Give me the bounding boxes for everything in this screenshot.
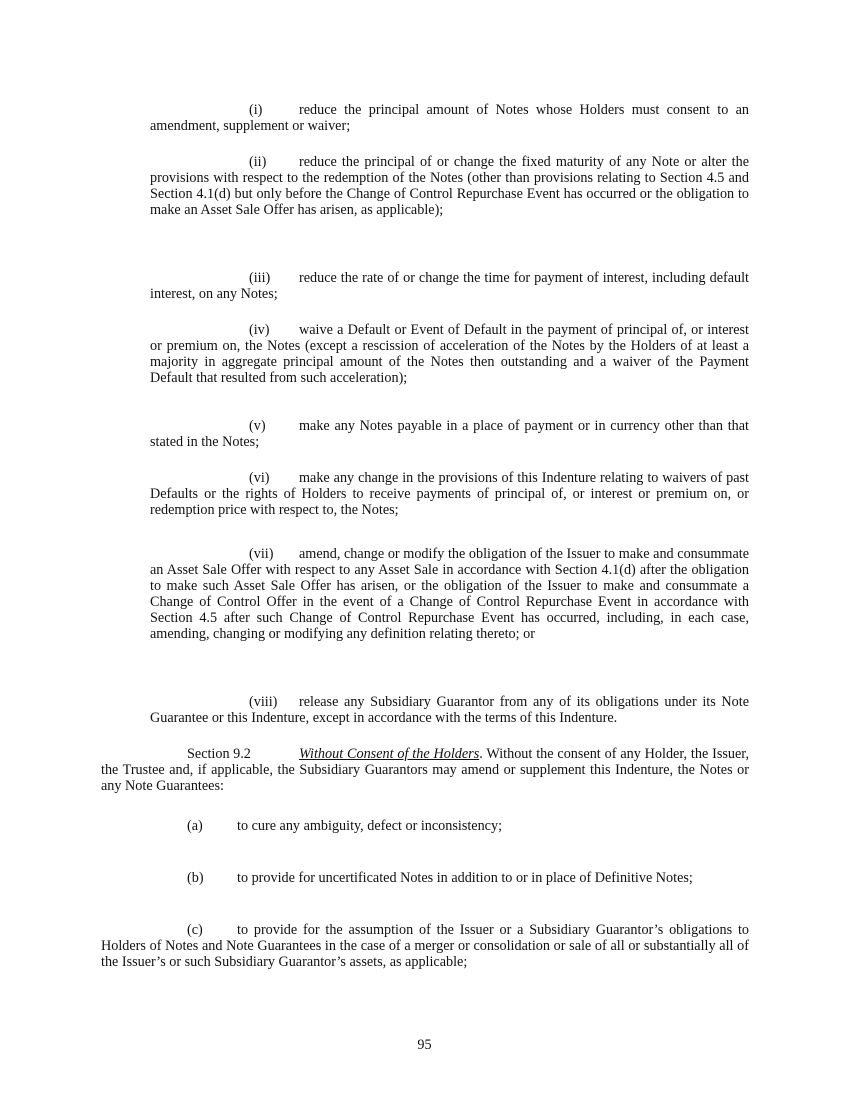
item-number: (v)	[249, 418, 266, 434]
clause-text: to provide for the assumption of the Issuer or a Subsidiary Guarantor’s obligations to Holders of Notes and Note Guarantees in the case of a merger or consolidation or sale of all or substantially all of the Issuer’s or such Subsidiary Guarantor’s assets, as applicable;	[101, 922, 749, 970]
list-item-iv	[150, 322, 749, 386]
section-9-2-paragraph	[101, 746, 749, 794]
clause-number: (c)	[187, 922, 203, 938]
item-text: make any Notes payable in a place of payment or in currency other than that stated in the Notes;	[150, 418, 749, 450]
page-number: 95	[417, 1037, 432, 1053]
clause-text: to cure any ambiguity, defect or inconsistency;	[237, 818, 503, 834]
item-text: amend, change or modify the obligation of the Issuer to make and consummate an Asset Sale Offer with respect to any Asset Sale in accordance with Section 4.1(d) after the obligation to make such Asset Sale Offer has arisen, or the obligation of the Issuer to make and consummate a Change of Control Offer in the event of a Change of Control Repurchase Event in accordance with Section 4.5 after such Change of Control Repurchase Event has occurred, including, in each case, amending, changing or modifying any definition relating thereto; or	[150, 546, 749, 642]
list-item-v	[150, 418, 749, 450]
clause-text: to provide for uncertificated Notes in addition to or in place of Definitive Notes;	[237, 870, 693, 886]
list-item-i	[150, 102, 749, 134]
item-text: make any change in the provisions of this Indenture relating to waivers of past Defaults or the rights of Holders to receive payments of principal of, or interest or premium on, or redemption price with respect to, the Notes;	[150, 470, 749, 518]
item-number: (ii)	[249, 154, 267, 170]
item-text: reduce the principal amount of Notes whose Holders must consent to an amendment, supplement or waiver;	[150, 102, 749, 134]
clause-c	[101, 922, 749, 970]
list-item-vii	[150, 546, 749, 642]
section-number: Section 9.2	[187, 746, 251, 762]
item-text: reduce the rate of or change the time for payment of interest, including default interest, on any Notes;	[150, 270, 749, 302]
clause-a	[101, 818, 749, 834]
item-number: (vi)	[249, 470, 270, 486]
list-item-iii	[150, 270, 749, 302]
list-item-vi	[150, 470, 749, 518]
item-number: (vii)	[249, 546, 274, 562]
item-number: (iii)	[249, 270, 271, 286]
list-item-viii	[150, 694, 749, 726]
clause-number: (a)	[187, 818, 203, 834]
item-number: (viii)	[249, 694, 278, 710]
item-number: (i)	[249, 102, 263, 118]
item-number: (iv)	[249, 322, 270, 338]
clause-number: (b)	[187, 870, 204, 886]
list-item-ii	[150, 154, 749, 218]
item-text: reduce the principal of or change the fixed maturity of any Note or alter the provisions with respect to the redemption of the Notes (other than provisions relating to Section 4.5 and Section 4.1(d) but only before the Change of Control Repurchase Event has occurred or the obligation to make an Asset Sale Offer has arisen, as applicable);	[150, 154, 749, 218]
section-text: . Without the consent of any Holder, the Issuer, the Trustee and, if applicable, the Subsidiary Guarantors may amend or supplement this Indenture, the Notes or any Note Guarantees:	[101, 746, 749, 794]
item-text: release any Subsidiary Guarantor from any of its obligations under its Note Guarantee or this Indenture, except in accordance with the terms of this Indenture.	[150, 694, 749, 726]
clause-b	[101, 870, 749, 886]
item-text: waive a Default or Event of Default in the payment of principal of, or interest or premium on, the Notes (except a rescission of acceleration of the Notes by the Holders of at least a majority in aggregate principal amount of the Notes then outstanding and a waiver of the Payment Default that resulted from such acceleration);	[150, 322, 749, 386]
section-title: Without Consent of the Holders	[299, 746, 480, 762]
